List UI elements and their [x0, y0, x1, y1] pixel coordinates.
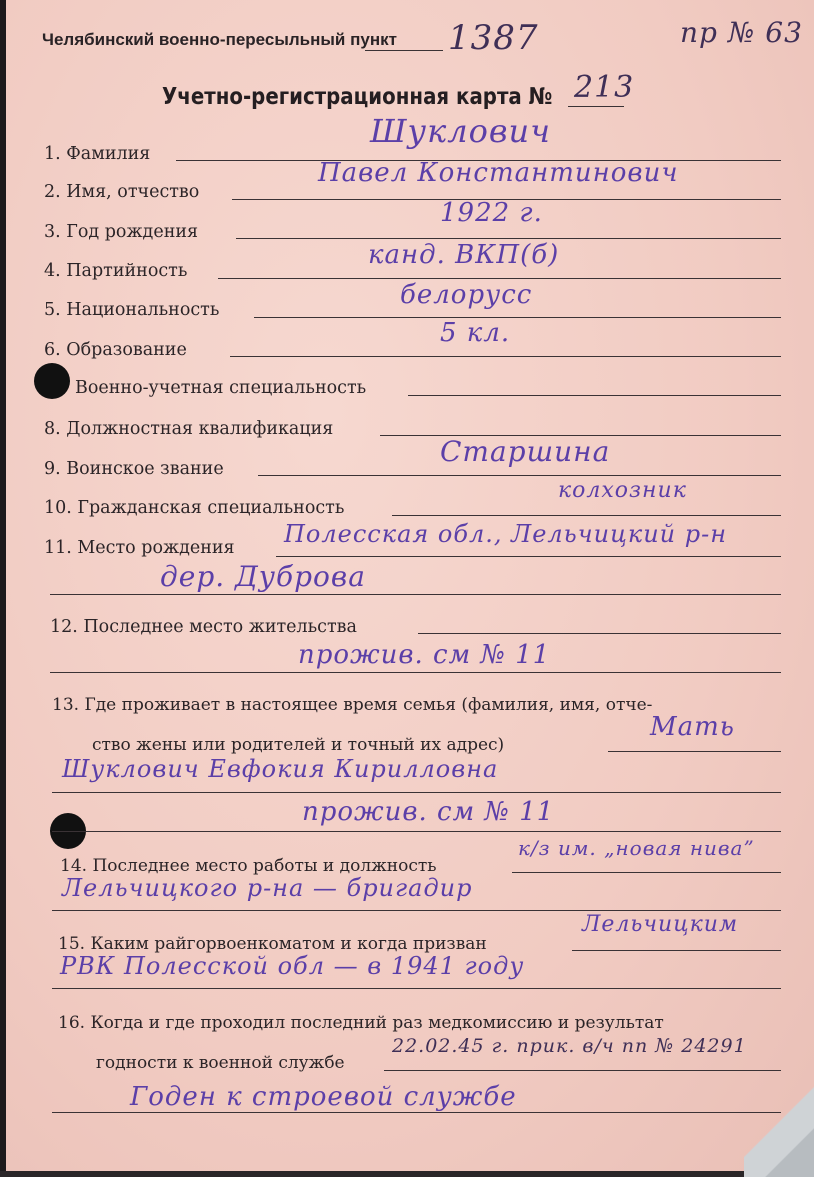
field-line	[50, 594, 781, 595]
field-label-party: 4. Партийность	[44, 261, 188, 281]
transit-point-label: Челябинский военно-пересыльный пункт	[42, 30, 397, 49]
field-label-qualification: 8. Должностная квалификация	[44, 419, 334, 439]
field-label-nationality: 5. Национальность	[44, 300, 220, 320]
field-label-last-residence: 12. Последнее место жительства	[50, 617, 357, 637]
field-value-birthplace-2: дер. Дуброва	[160, 560, 366, 593]
field-value-family-0: Мать	[650, 712, 735, 742]
field-line	[50, 672, 781, 673]
field-value-birth-year: 1922 г.	[440, 198, 543, 228]
field-label-family-2: ство жены или родителей и точный их адрес)	[92, 735, 505, 755]
field-line	[384, 1070, 781, 1071]
field-value-family-1: Шуклович Евфокия Кирилловна	[62, 755, 499, 783]
field-value-medical-0: 22.02.45 г. прик. в/ч пп № 24291	[392, 1035, 747, 1057]
field-value-medical-1: Годен к строевой службе	[130, 1082, 517, 1112]
field-line	[568, 106, 624, 107]
field-label-education: 6. Образование	[44, 340, 187, 360]
field-line	[418, 633, 781, 634]
field-value-surname: Шуклович	[370, 112, 551, 150]
field-label-family-1: 13. Где проживает в настоящее время семья (фамилия, имя, отче-	[52, 695, 653, 715]
field-label-rank: 9. Воинское звание	[44, 459, 224, 479]
field-value-draft-office-0: Лельчицким	[582, 912, 739, 937]
field-line	[236, 238, 781, 239]
field-label-civil-specialty: 10. Гражданская специальность	[44, 498, 345, 518]
field-value-civil-specialty: колхозник	[558, 478, 687, 503]
field-line	[230, 356, 781, 357]
field-line	[52, 1112, 781, 1113]
field-line	[258, 475, 781, 476]
scan-edge-bottom	[0, 1171, 814, 1177]
field-label-birth-year: 3. Год рождения	[44, 222, 199, 242]
field-label-birthplace: 11. Место рождения	[44, 538, 235, 558]
field-line	[276, 556, 781, 557]
field-line	[365, 50, 443, 51]
field-label-medical-1: 16. Когда и где проходил последний раз медкомиссию и результат	[58, 1013, 664, 1033]
field-label-last-work: 14. Последнее место работы и должность	[60, 856, 437, 876]
field-label-medical-2: годности к военной службе	[96, 1053, 345, 1073]
punch-hole	[34, 363, 70, 399]
field-value-birthplace-1: Полесская обл., Лельчицкий р-н	[284, 520, 728, 548]
field-value-name: Павел Константинович	[318, 158, 679, 188]
field-line	[52, 910, 781, 911]
field-line	[408, 395, 781, 396]
card-number: 213	[574, 70, 635, 105]
field-label-draft-office: 15. Каким райгорвоенкоматом и когда призван	[58, 934, 487, 954]
field-line	[254, 317, 781, 318]
list-reference: пр № 63	[680, 16, 803, 49]
scan-corner	[744, 1082, 814, 1177]
field-line	[218, 278, 781, 279]
field-line	[52, 831, 781, 832]
field-line	[52, 988, 781, 989]
scan-edge	[0, 0, 6, 1177]
field-value-family-2: прожив. см № 11	[302, 797, 555, 827]
field-value-nationality: белорусс	[400, 280, 533, 310]
field-value-last-work-1: Лельчицкого р-на — бригадир	[62, 874, 473, 902]
field-line	[512, 872, 781, 873]
transit-point-number: 1387	[448, 18, 539, 58]
field-value-rank: Старшина	[440, 435, 611, 468]
field-value-last-work-0: к/з им. „новая нива”	[518, 836, 755, 860]
field-line	[572, 950, 781, 951]
field-label-name: 2. Имя, отчество	[44, 182, 200, 202]
field-value-draft-office-1: РВК Полесской обл — в 1941 году	[60, 952, 525, 980]
field-line	[608, 751, 781, 752]
field-line	[52, 792, 781, 793]
field-label-military-specialty: Военно-учетная специальность	[75, 378, 367, 398]
card-title: Учетно-регистрационная карта №	[162, 84, 553, 110]
field-value-last-residence: прожив. см № 11	[298, 640, 551, 670]
field-value-party: канд. ВКП(б)	[368, 240, 560, 270]
field-value-education: 5 кл.	[440, 318, 511, 348]
field-line	[392, 515, 781, 516]
field-label-surname: 1. Фамилия	[44, 144, 151, 164]
